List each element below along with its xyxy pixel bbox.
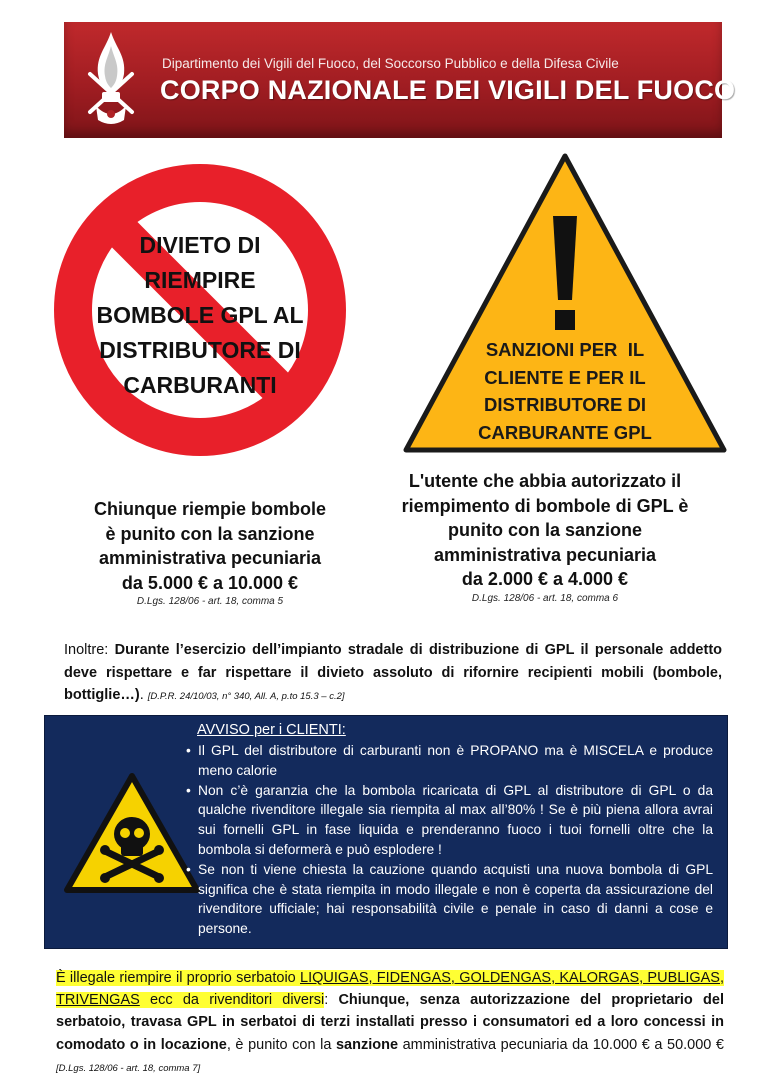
notice-list [185,741,713,939]
corps-name: CORPO NAZIONALE DEI VIGILI DEL FUOCO [160,75,736,105]
fine-line: punito con la sanzione [447,520,642,540]
warning-text [440,336,690,446]
warning-line: CLIENTE E PER IL [484,366,646,388]
warning-line: CARBURANTE GPL [478,421,652,443]
inoltre-lead: Inoltre: [64,642,115,658]
legal-reference: D.Lgs. 128/06 - art. 18, comma 6 [471,592,619,604]
prohibition-line: DISTRIBUTORE DI [99,337,301,363]
notice-item: • Non c’è garanzia che la bombola ricaricata di GPL al distributore di GPL o da qualche rivenditore illegale sia riempita al max all’80% ! Se è più piena allora avrai sui fornelli GPL in fase liquida e prenderanno fuoco i tuoi fornelli oltre che la bombola si deformerà e può esplodere ! [185,781,713,860]
highlight-start: È illegale riempire il proprio serbatoio [56,970,301,986]
skull-warning-icon [63,772,201,896]
header-banner [64,22,736,138]
fine-line: L'utente che abbia autorizzato il [408,471,682,491]
department-name: Dipartimento dei Vigili del Fuoco, del Soccorso Pubblico e della Difesa Civile [162,56,619,71]
inoltre-paragraph [64,639,722,709]
notice-item: • Se non ti viene chiesta la cauzione quando acquisti una nuova bombola di GPL significa che è stata riempita in modo illegale e non è coperta da assicurazione del rivenditore ufficiale; hai responsabilità civile e penale in caso di danni a cose e persone. [185,860,713,939]
fine-line: amministrativa pecuniaria [98,548,322,568]
bottom-citation: [D.Lgs. 128/06 - art. 18, comma 7] [56,1062,201,1074]
highlight-brands: LIQUIGAS, FIDENGAS, GOLDENGAS, KALORGAS, PUBLIGAS, TRIVENGAS [56,970,724,1009]
illegal-refill-paragraph [56,967,724,1080]
end-text: amministrativa pecuniaria da 10.000 € a 50.000 € [398,1036,724,1053]
notice-title: AVVISO per i CLIENTI: [197,722,346,738]
highlight-end: ecc da rivenditori diversi [139,992,325,1009]
inoltre-citation: [D.P.R. 24/10/03, n° 340, All. A, p.to 15.3 – c.2] [147,691,345,702]
distributor-fine-block [380,469,710,604]
customer-fine-block [60,497,360,607]
legal-reference: D.Lgs. 128/06 - art. 18, comma 5 [136,596,284,607]
fine-line: amministrativa pecuniaria [433,544,657,565]
prohibition-line: BOMBOLE GPL AL [96,302,304,328]
prohibition-line: CARBURANTI [123,372,277,398]
notice-item: • Il GPL del distributore di carburanti non è PROPANO ma è MISCELA e produce meno calorie [185,741,713,781]
warning-line: DISTRIBUTORE DI [483,394,647,415]
customer-notice-box [44,715,728,949]
prohibition-text [80,228,320,403]
fire-brigade-emblem-icon [76,28,146,132]
prohibition-line: DIVIETO DI [139,232,261,258]
colon: : [324,992,339,1009]
bold-rule: Chiunque, senza autorizzazione del proprietario del serbatoio, travasa GPL in serbatoi di terzi installati presso i consumatori ed a loro concessi in comodato o in locazione [56,992,724,1053]
inoltre-tail: . [139,687,148,703]
fine-amount: da 2.000 € a 4.000 € [461,569,629,589]
mid-text: , è punito con la [226,1036,336,1053]
fine-line: è punito con la sanzione [105,523,315,544]
warning-line: SANZIONI PER IL [485,339,645,360]
prohibition-line: RIEMPIRE [144,267,256,293]
fine-amount: da 5.000 € a 10.000 € [121,572,299,593]
sanction-word: sanzione [335,1036,399,1053]
fine-line: Chiunque riempie bombole [93,499,326,519]
fine-line: riempimento di bombole di GPL è [401,495,689,516]
inoltre-rule: Durante l’esercizio dell’impianto stradale di distribuzione di GPL il personale addetto deve rispettare e far rispettare il divieto assoluto di rifornire recipienti mobili (bombole, bottiglie…) [64,642,723,703]
